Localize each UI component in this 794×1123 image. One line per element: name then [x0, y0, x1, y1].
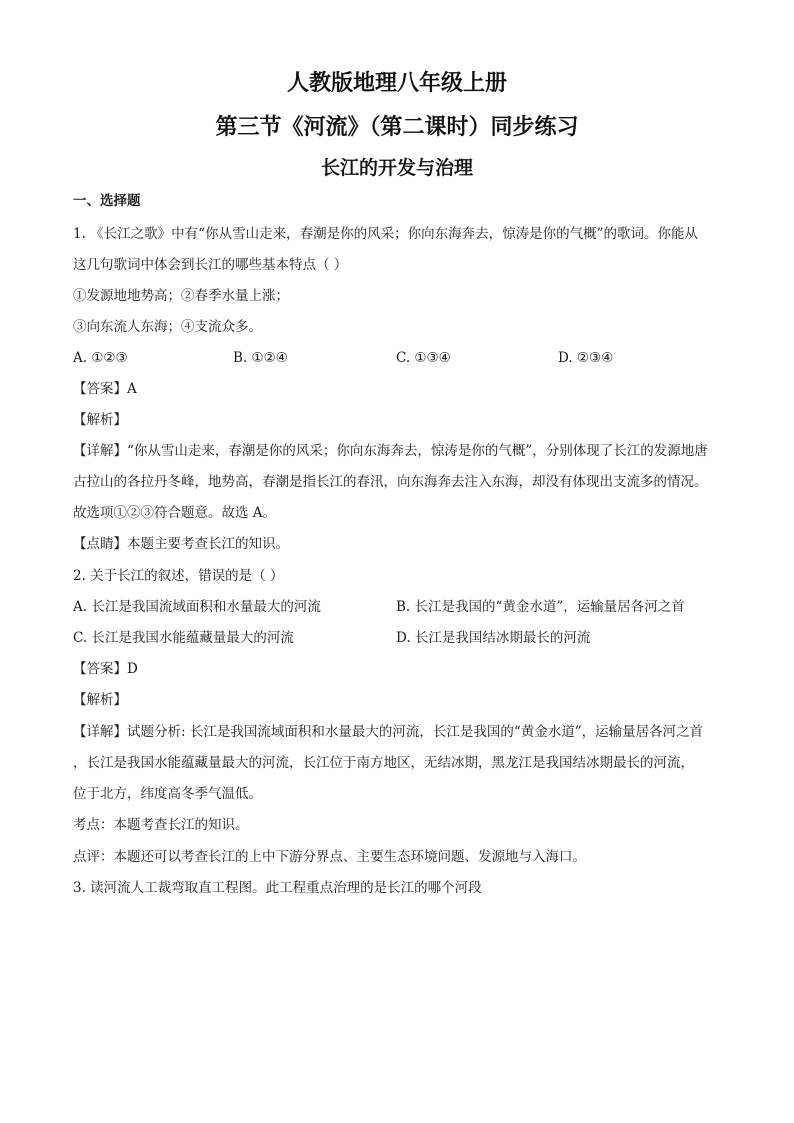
q1-option-a: A. ①②③ [73, 350, 128, 366]
q2-answer: 【答案】D [73, 661, 138, 677]
q1-detail-line2: 古拉山的各拉丹冬峰，地势高，春潮是指长江的春汛，向东海奔去注入东海，却没有体现出支流多的情况。 [73, 474, 708, 490]
q2-option-b: B. 长江是我国的“黄金水道”，运输量居各河之首 [396, 599, 685, 615]
q2-option-a: A. 长江是我国流域面积和水量最大的河流 [73, 599, 321, 615]
q2-option-c: C. 长江是我国水能蕴藏量最大的河流 [73, 630, 294, 646]
q2-detail-line1: 【详解】试题分析: 长江是我国流域面积和水量最大的河流，长江是我国的“黄金水道”，运输量居各河之首 [73, 724, 704, 740]
q2-detail-line3: 位于北方，纬度高冬季气温低。 [73, 786, 262, 802]
q3-stem: 3. 读河流人工裁弯取直工程图。此工程重点治理的是长江的哪个河段 [73, 880, 482, 896]
q1-option-c: C. ①③④ [396, 350, 451, 366]
page-subtitle: 第三节《河流》（第二课时）同步练习 [215, 114, 579, 140]
q1-stem-line1: 1. 《长江之歌》中有“你从雪山走来，春潮是你的风采；你向东海奔去，惊涛是你的气概”的歌词。你能从 [73, 226, 698, 242]
page-topic: 长江的开发与治理 [320, 157, 473, 179]
q2-kaodian: 考点：本题考查长江的知识。 [73, 817, 249, 833]
q1-detail-line1: 【详解】“你从雪山走来，春潮是你的风采；你向东海奔去，惊涛是你的气概”，分别体现了长江的发源地唐 [73, 443, 708, 459]
q1-analysis-label: 【解析】 [73, 412, 127, 428]
page-title: 人教版地理八年级上册 [286, 70, 507, 96]
q2-dianping: 点评：本题还可以考查长江的上中下游分界点、主要生态环境问题、发源地与入海口。 [73, 849, 586, 865]
section-heading: 一、选择题 [73, 193, 141, 209]
q2-detail-line2: ，长江是我国水能蕴藏量最大的河流，长江位于南方地区，无结冰期，黑龙江是我国结冰期最长的河流， [73, 755, 694, 771]
q2-stem: 2. 关于长江的叙述，错误的是（ ） [73, 568, 284, 584]
q1-stem-line2: 这几句歌词中体会到长江的哪些基本特点（ ） [73, 257, 348, 273]
q2-option-d: D. 长江是我国结冰期最长的河流 [396, 630, 591, 646]
q1-comment: 【点睛】本题主要考查长江的知识。 [73, 536, 289, 552]
q1-item-line2: ③向东流人东海；④支流众多。 [73, 319, 262, 335]
q1-option-b: B. ①②④ [233, 350, 288, 366]
q1-item-line1: ①发源地地势高；②春季水量上涨； [73, 288, 289, 304]
q1-answer: 【答案】A [73, 381, 137, 397]
q2-analysis-label: 【解析】 [73, 692, 127, 708]
q1-option-d: D. ②③④ [558, 350, 614, 366]
q1-detail-line3: 故选项①②③符合题意。故选 A。 [73, 505, 277, 521]
